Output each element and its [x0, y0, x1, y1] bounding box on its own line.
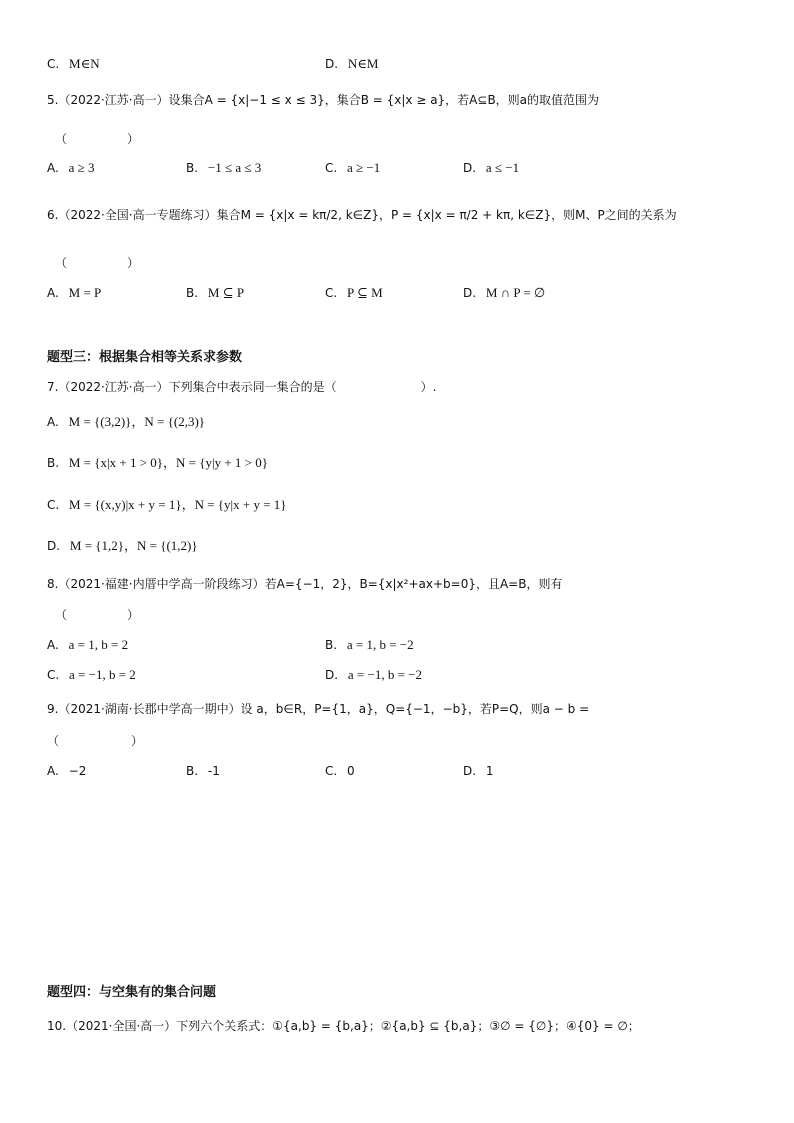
q8-option-a[interactable] [47, 637, 128, 653]
q5-option-c[interactable] [325, 160, 380, 176]
option-label: C. [47, 498, 60, 512]
q7-option-b[interactable] [47, 455, 268, 471]
option-text: P ⊆ M [347, 285, 383, 300]
option-label: A. [47, 638, 59, 652]
q8-stem: 8.（2021·福建·内厝中学高一阶段练习）若A={−1，2}，B={x|x²+ax+b=0}，且A=B，则有 [47, 577, 563, 591]
option-label: A. [47, 286, 59, 300]
q7-option-d[interactable] [47, 538, 198, 554]
option-label: C. [325, 764, 338, 778]
q4-option-d[interactable] [325, 56, 378, 72]
option-text: M ∩ P = ∅ [485, 285, 546, 300]
option-label: B. [47, 456, 60, 470]
option-text: a = −1, b = 2 [69, 667, 136, 682]
option-text: a = 1, b = −2 [346, 637, 414, 652]
q8-option-b[interactable] [325, 637, 414, 653]
option-label: B. [186, 161, 199, 175]
q10-stem: 10.（2021·全国·高一）下列六个关系式：①{a,b} = {b,a}；②{a,b} ⊆ {b,a}；③∅ = {∅}；④{0} = ∅； [47, 1019, 640, 1033]
q5-answer-paren[interactable]: （ ） [55, 132, 140, 146]
option-label: D. [463, 764, 477, 778]
option-label: C. [47, 668, 60, 682]
option-label: D. [47, 539, 61, 553]
q7-option-a[interactable] [47, 414, 205, 430]
q9-option-c[interactable] [325, 763, 355, 779]
option-label: C. [325, 286, 338, 300]
option-label: C. [47, 57, 60, 71]
q6-answer-paren[interactable]: （ ） [55, 256, 140, 270]
option-text: N∈M [347, 56, 379, 71]
q5-option-b[interactable] [186, 160, 261, 176]
option-label: C. [325, 161, 338, 175]
q6-stem: 6.（2022·全国·高一专题练习）集合M = {x|x = kπ/2, k∈Z}，P = {x|x = π/2 + kπ, k∈Z}，则M、P之间的关系为 [47, 208, 677, 222]
q4-option-c[interactable] [47, 56, 100, 72]
option-text: a ≥ −1 [347, 160, 381, 175]
q5-option-d[interactable] [463, 160, 519, 176]
q9-answer-paren[interactable]: （ ） [47, 734, 144, 748]
section-heading: 题型三：根据集合相等关系求参数 [47, 350, 243, 365]
option-label: D. [463, 286, 477, 300]
q6-option-c[interactable] [325, 285, 383, 301]
option-label: D. [463, 161, 477, 175]
option-text: M∈N [69, 56, 100, 71]
option-label: D. [325, 668, 339, 682]
option-text: -1 [207, 764, 220, 778]
option-text: a = 1, b = 2 [68, 637, 129, 652]
option-label: B. [325, 638, 338, 652]
option-text: M = {x|x + 1 > 0}，N = {y|y + 1 > 0} [68, 455, 268, 470]
q9-stem: 9.（2021·湖南·长郡中学高一期中）设 a，b∈R，P={1，a}，Q={−1，−b}，若P=Q，则a − b = [47, 702, 590, 716]
option-label: B. [186, 286, 199, 300]
section-heading: 题型四：与空集有的集合问题 [47, 985, 217, 1000]
option-text: −1 ≤ a ≤ 3 [207, 160, 262, 175]
option-label: D. [325, 57, 339, 71]
q9-option-a[interactable] [47, 763, 86, 779]
q7-option-c[interactable] [47, 497, 287, 513]
option-text: M ⊆ P [207, 285, 245, 300]
option-text: M = {(3,2)}，N = {(2,3)} [68, 414, 206, 429]
option-text: M = P [68, 285, 102, 300]
q5-stem: 5.（2022·江苏·高一）设集合A = {x|−1 ≤ x ≤ 3}，集合B = {x|x ≥ a}，若A⊆B，则a的取值范围为 [47, 93, 600, 107]
q6-option-d[interactable] [463, 285, 545, 301]
option-text: 0 [347, 764, 355, 778]
q6-option-a[interactable] [47, 285, 101, 301]
q8-option-c[interactable] [47, 667, 136, 683]
q6-option-b[interactable] [186, 285, 244, 301]
option-label: A. [47, 415, 59, 429]
q8-answer-paren[interactable]: （ ） [55, 608, 140, 622]
option-text: 1 [485, 764, 494, 778]
option-label: A. [47, 764, 59, 778]
option-text: −2 [68, 764, 87, 778]
option-label: B. [186, 764, 199, 778]
option-text: a = −1, b = −2 [347, 667, 422, 682]
option-text: a ≥ 3 [68, 160, 95, 175]
q7-stem: 7.（2022·江苏·高一）下列集合中表示同一集合的是（ ）. [47, 380, 437, 394]
option-text: M = {1,2}，N = {(1,2)} [69, 538, 198, 553]
option-text: a ≤ −1 [485, 160, 520, 175]
q9-option-d[interactable] [463, 763, 494, 779]
option-label: A. [47, 161, 59, 175]
option-text: M = {(x,y)|x + y = 1}，N = {y|x + y = 1} [69, 497, 287, 512]
q8-option-d[interactable] [325, 667, 422, 683]
q5-option-a[interactable] [47, 160, 95, 176]
q9-option-b[interactable] [186, 763, 220, 779]
